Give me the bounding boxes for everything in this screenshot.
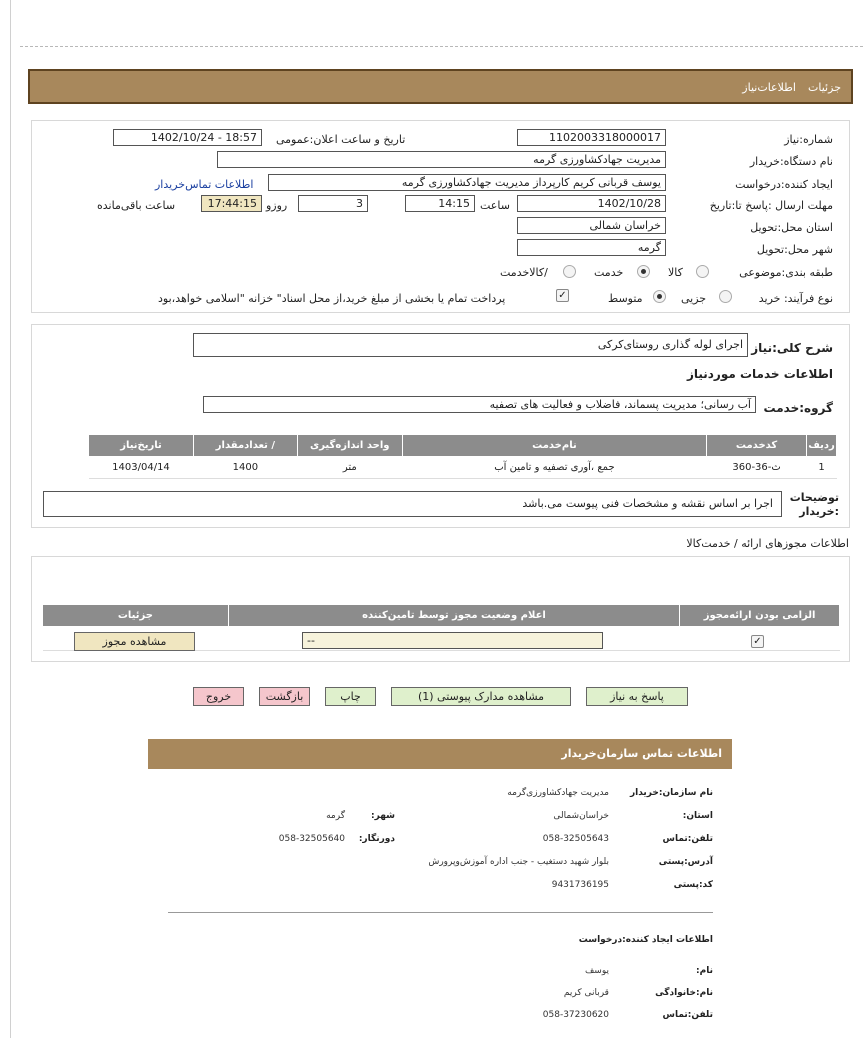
tab-bar bbox=[28, 69, 853, 104]
process-medium-label: متوسط bbox=[608, 292, 643, 305]
province-field: خراسان شمالی bbox=[517, 217, 666, 234]
license-required-checkbox[interactable]: ✓ bbox=[751, 635, 764, 648]
tab-need-info[interactable]: اطلاعات‌نیاز bbox=[742, 81, 796, 94]
print-button[interactable]: چاپ bbox=[325, 687, 376, 706]
cell-quantity: 1400 bbox=[193, 457, 297, 479]
deadline-time-field: 14:15 bbox=[405, 195, 475, 212]
service-group-label: گروه:خدمت bbox=[763, 401, 833, 415]
col-row: ردیف bbox=[807, 435, 837, 457]
col-license-details: جزئیات bbox=[43, 605, 229, 627]
col-license-status: اعلام وضعیت مجوز توسط تامین‌کننده bbox=[228, 605, 679, 627]
back-button[interactable]: بازگشت bbox=[259, 687, 310, 706]
services-table bbox=[88, 434, 837, 479]
top-divider bbox=[20, 46, 863, 47]
contact-province-value: خراسان‌شمالی bbox=[553, 811, 609, 821]
license-title: اطلاعات مجوزهای ارائه / خدمت‌کالا bbox=[686, 537, 849, 550]
col-unit: واحد اندازه‌گیری bbox=[297, 435, 402, 457]
summary-label: شرح کلی:نیاز bbox=[751, 341, 833, 355]
announce-label: تاریخ و ساعت اعلان:عمومی bbox=[276, 133, 406, 146]
category-goods-service-radio[interactable] bbox=[563, 265, 576, 278]
cell-service-code: ث-36-360 bbox=[707, 457, 807, 479]
remaining-time-field: 17:44:15 bbox=[201, 195, 262, 212]
table-row bbox=[89, 457, 837, 479]
respond-button[interactable]: پاسخ به نیاز bbox=[586, 687, 688, 706]
buyer-org-field: مدیریت جهادکشاورزی گرمه bbox=[217, 151, 666, 168]
announce-field: 1402/10/24 - 18:57 bbox=[113, 129, 262, 146]
creator-family-label: نام:خانوادگی bbox=[655, 988, 713, 998]
cell-unit: متر bbox=[297, 457, 402, 479]
creator-info-title: اطلاعات ایجاد کننده:درخواست bbox=[578, 935, 713, 945]
remaining-label: ساعت باقی‌مانده bbox=[97, 199, 176, 212]
contact-address-label: آدرس:پستی bbox=[658, 857, 713, 867]
deadline-time-label: ساعت bbox=[480, 199, 510, 212]
process-medium-radio[interactable] bbox=[653, 290, 666, 303]
process-label: نوع فرآیند: خرید bbox=[758, 292, 833, 305]
creator-label: ایجاد کننده:درخواست bbox=[735, 178, 833, 191]
need-info-panel bbox=[31, 120, 850, 313]
contact-province-label: استان: bbox=[682, 811, 713, 821]
cell-need-date: 1403/04/14 bbox=[89, 457, 194, 479]
contact-fax-label: دورنگار: bbox=[358, 834, 395, 844]
buyer-notes-field: اجرا بر اساس نقشه و مشخصات فنی پیوست می.باشد bbox=[43, 491, 782, 517]
category-goods-service-label: /کالاخدمت bbox=[500, 266, 548, 279]
contact-org-label: نام سازمان:خریدار bbox=[629, 788, 713, 798]
services-title: اطلاعات خدمات موردنیاز bbox=[686, 367, 833, 381]
contact-title: اطلاعات تماس سازمان‌خریدار bbox=[561, 747, 722, 760]
category-service-radio[interactable] bbox=[637, 265, 650, 278]
contact-phone-value: 058-32505643 bbox=[542, 834, 609, 844]
process-minor-label: جزیی bbox=[681, 292, 707, 305]
contact-postal-value: 9431736195 bbox=[551, 880, 609, 890]
buyer-contact-link[interactable]: اطلاعات تماس‌خریدار bbox=[155, 178, 254, 191]
attachments-button[interactable]: مشاهده مدارک پیوستی (1) bbox=[391, 687, 571, 706]
cell-row: 1 bbox=[807, 457, 837, 479]
left-border-line bbox=[10, 0, 11, 1038]
days-label: روزو bbox=[266, 199, 288, 212]
category-service-label: خدمت bbox=[594, 266, 624, 279]
contact-city-value: گرمه bbox=[326, 811, 345, 821]
buyer-org-label: نام دستگاه:خریدار bbox=[749, 155, 833, 168]
service-group-field: آب رسانی؛ مدیریت پسماند، فاضلاب و فعالیت های تصفیه bbox=[203, 396, 756, 413]
deadline-date-field: 1402/10/28 bbox=[517, 195, 666, 212]
need-number-label: شماره:نیاز bbox=[784, 133, 833, 146]
contact-phone-label: تلفن:تماس bbox=[662, 834, 713, 844]
category-goods-label: کالا bbox=[668, 266, 683, 279]
tab-details[interactable]: جزئیات bbox=[808, 81, 841, 94]
cell-service-name: جمع ،آوری تصفیه و تامین آب bbox=[402, 457, 706, 479]
contact-fax-value: 058-32505640 bbox=[278, 834, 345, 844]
category-goods-radio[interactable] bbox=[696, 265, 709, 278]
contact-header bbox=[148, 739, 732, 769]
payment-checkbox[interactable]: ✓ bbox=[556, 289, 569, 302]
contact-address-value: بلوار شهید دستغیب - جنب اداره آموزش‌وپرورش bbox=[428, 857, 609, 867]
creator-name-label: نام: bbox=[696, 966, 713, 976]
view-license-button[interactable]: مشاهده مجوز bbox=[74, 632, 195, 651]
creator-field: یوسف قربانی کریم کارپرداز مدیریت جهادکشاورزی گرمه bbox=[268, 174, 666, 191]
col-license-required: الزامی بودن ارائه‌مجوز bbox=[680, 605, 840, 627]
city-field: گرمه bbox=[517, 239, 666, 256]
creator-family-value: قربانی کریم bbox=[563, 988, 609, 998]
contact-divider bbox=[168, 912, 713, 913]
creator-name-value: یوسف bbox=[584, 966, 609, 976]
creator-phone-label: تلفن:تماس bbox=[662, 1010, 713, 1020]
buyer-notes-label: توضیحات :خریدار bbox=[789, 491, 839, 518]
contact-org-value: مدیریت جهادکشاورزی‌گرمه bbox=[507, 788, 609, 798]
process-minor-radio[interactable] bbox=[719, 290, 732, 303]
payment-text: پرداخت تمام یا بخشی از مبلغ خرید،از محل اسناد" خزانه "اسلامی خواهد،بود bbox=[158, 292, 506, 305]
exit-button[interactable]: خروج bbox=[193, 687, 244, 706]
category-label: طبقه بندی:موضوعی bbox=[739, 266, 833, 279]
license-status-field[interactable]: -- bbox=[302, 632, 603, 649]
days-field: 3 bbox=[298, 195, 368, 212]
col-service-code: کدخدمت bbox=[707, 435, 807, 457]
creator-phone-value: 058-37230620 bbox=[542, 1010, 609, 1020]
col-service-name: نام‌خدمت bbox=[402, 435, 706, 457]
col-quantity: / تعدادمقدار bbox=[193, 435, 297, 457]
contact-postal-label: کد:پستی bbox=[673, 880, 713, 890]
province-label: استان محل:تحویل bbox=[750, 221, 833, 234]
col-need-date: تاریخ‌نیاز bbox=[89, 435, 194, 457]
city-label: شهر محل:تحویل bbox=[756, 243, 833, 256]
deadline-label: مهلت ارسال :پاسخ تا:تاریخ bbox=[709, 199, 833, 212]
contact-city-label: شهر: bbox=[371, 811, 395, 821]
summary-field: اجرای لوله گذاری روستای‌کرکی bbox=[193, 333, 748, 357]
need-number-field: 1102003318000017 bbox=[517, 129, 666, 146]
